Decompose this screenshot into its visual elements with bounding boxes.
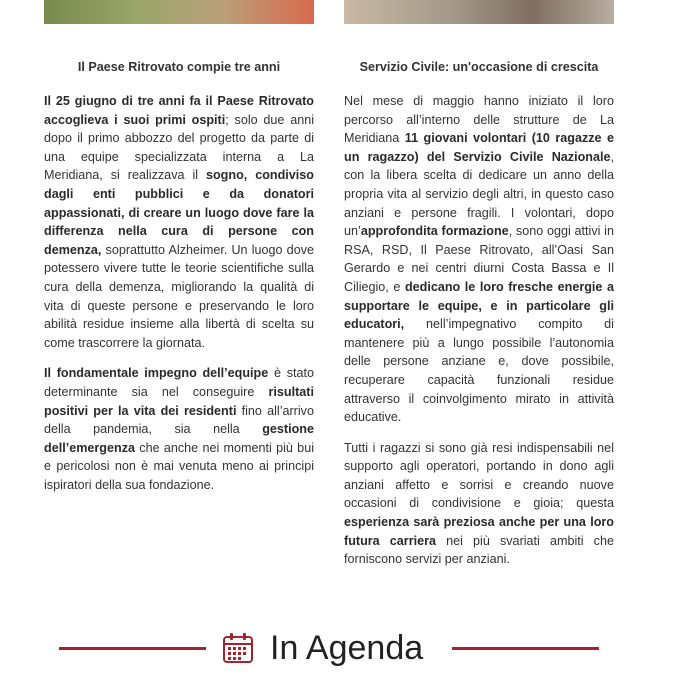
bold-text: sogno, condiviso dagli enti pubblici e da donatori appassionati, di creare un luogo dove fare la differenza nella cura di persone con demenza, (44, 168, 314, 257)
text: , con la libera scelta di dedicare un anno della propria vita al servizio degli altri, in questo caso anziani e persone fragili. I volontari, dopo un’ (344, 149, 614, 239)
text: Nel mese di maggio hanno iniziato il loro percorso all’interno delle strutture de La Meridiana (344, 94, 614, 146)
bold-text: gestione dell’emergenza (44, 422, 314, 455)
text: che anche nei momenti più bui e pericolosi non è mai venuta meno ai principi ispiratori della sua fondazione. (44, 440, 314, 492)
text: fino all’arrivo della pandemia, sia nella (44, 403, 314, 437)
bold-text: esperienza sarà preziosa anche per una loro futura carriera (344, 515, 614, 548)
bold-text: Il 25 giugno di tre anni fa il Paese Ritrovato accoglieva i suoi primi ospiti (44, 94, 314, 127)
article-paragraph (44, 364, 314, 494)
bold-text: dedicano le loro fresche energie a supportare le equipe, e in particolare gli educatori, (344, 279, 614, 332)
article-title: Servizio Civile: un'occasione di crescita (359, 60, 599, 74)
text: nei più svariati ambiti che forniscono servizi per anziani. (344, 533, 614, 567)
agenda-section-header (0, 624, 674, 674)
text: , sono oggi attivi in RSA, RSD, Il Paese Ritrovato, all’Oasi San Gerardo e nei centri diurni Costa Bassa e Il Ciliegio, e (344, 224, 614, 294)
text: Tutti i ragazzi si sono già resi indispensabili nel supporto agli operatori, portando in dono agli anziani affetto e sorrisi e creando nuove occasioni di condivisione e gioia; questa (344, 440, 614, 511)
text: ; solo due anni dopo il primo abbozzo del progetto da parte di una equipe specializzata interna a La Meridiana, si realizzava il (44, 112, 315, 183)
article-servizio-civile (344, 58, 614, 581)
article-paragraph (44, 92, 314, 352)
bold-text: approfondita formazione (360, 224, 509, 239)
divider-line (452, 647, 599, 650)
bold-text: Il fondamentale impegno dell’equipe (44, 366, 269, 381)
agenda-title: In Agenda (270, 629, 424, 667)
text: nell’impegnativo compito di mantenere più a lungo possibile l’autonomia delle persone anziane e, dove possibile, recuperare capacità funzionali residue attraverso il coinvolgimento mirato in attività educative. (344, 317, 614, 425)
article-image-paese-ritrovato (44, 0, 314, 24)
article-image-servizio-civile (344, 0, 614, 24)
article-paragraph (344, 92, 614, 427)
article-paese-ritrovato (44, 58, 314, 506)
article-paragraph (344, 439, 614, 569)
calendar-icon (222, 632, 254, 664)
divider-line (59, 647, 206, 650)
bold-text: 11 giovani volontari (10 ragazze e un ragazzo) del Servizio Civile Nazionale (344, 131, 614, 164)
text: soprattutto Alzheimer. Un luogo dove potessero vivere tutte le teorie scientifiche sulla cura della demenza, migliorando la qualità di vita di queste persone e preservando le loro abilità residue insieme alla libertà di scelta su come trascorrere la giornata. (44, 242, 314, 350)
article-title: Il Paese Ritrovato compie tre anni (77, 60, 281, 74)
text: è stato determinante sia nel conseguire (44, 366, 314, 399)
bold-text: risultati positivi per la vita dei residenti (44, 384, 314, 418)
